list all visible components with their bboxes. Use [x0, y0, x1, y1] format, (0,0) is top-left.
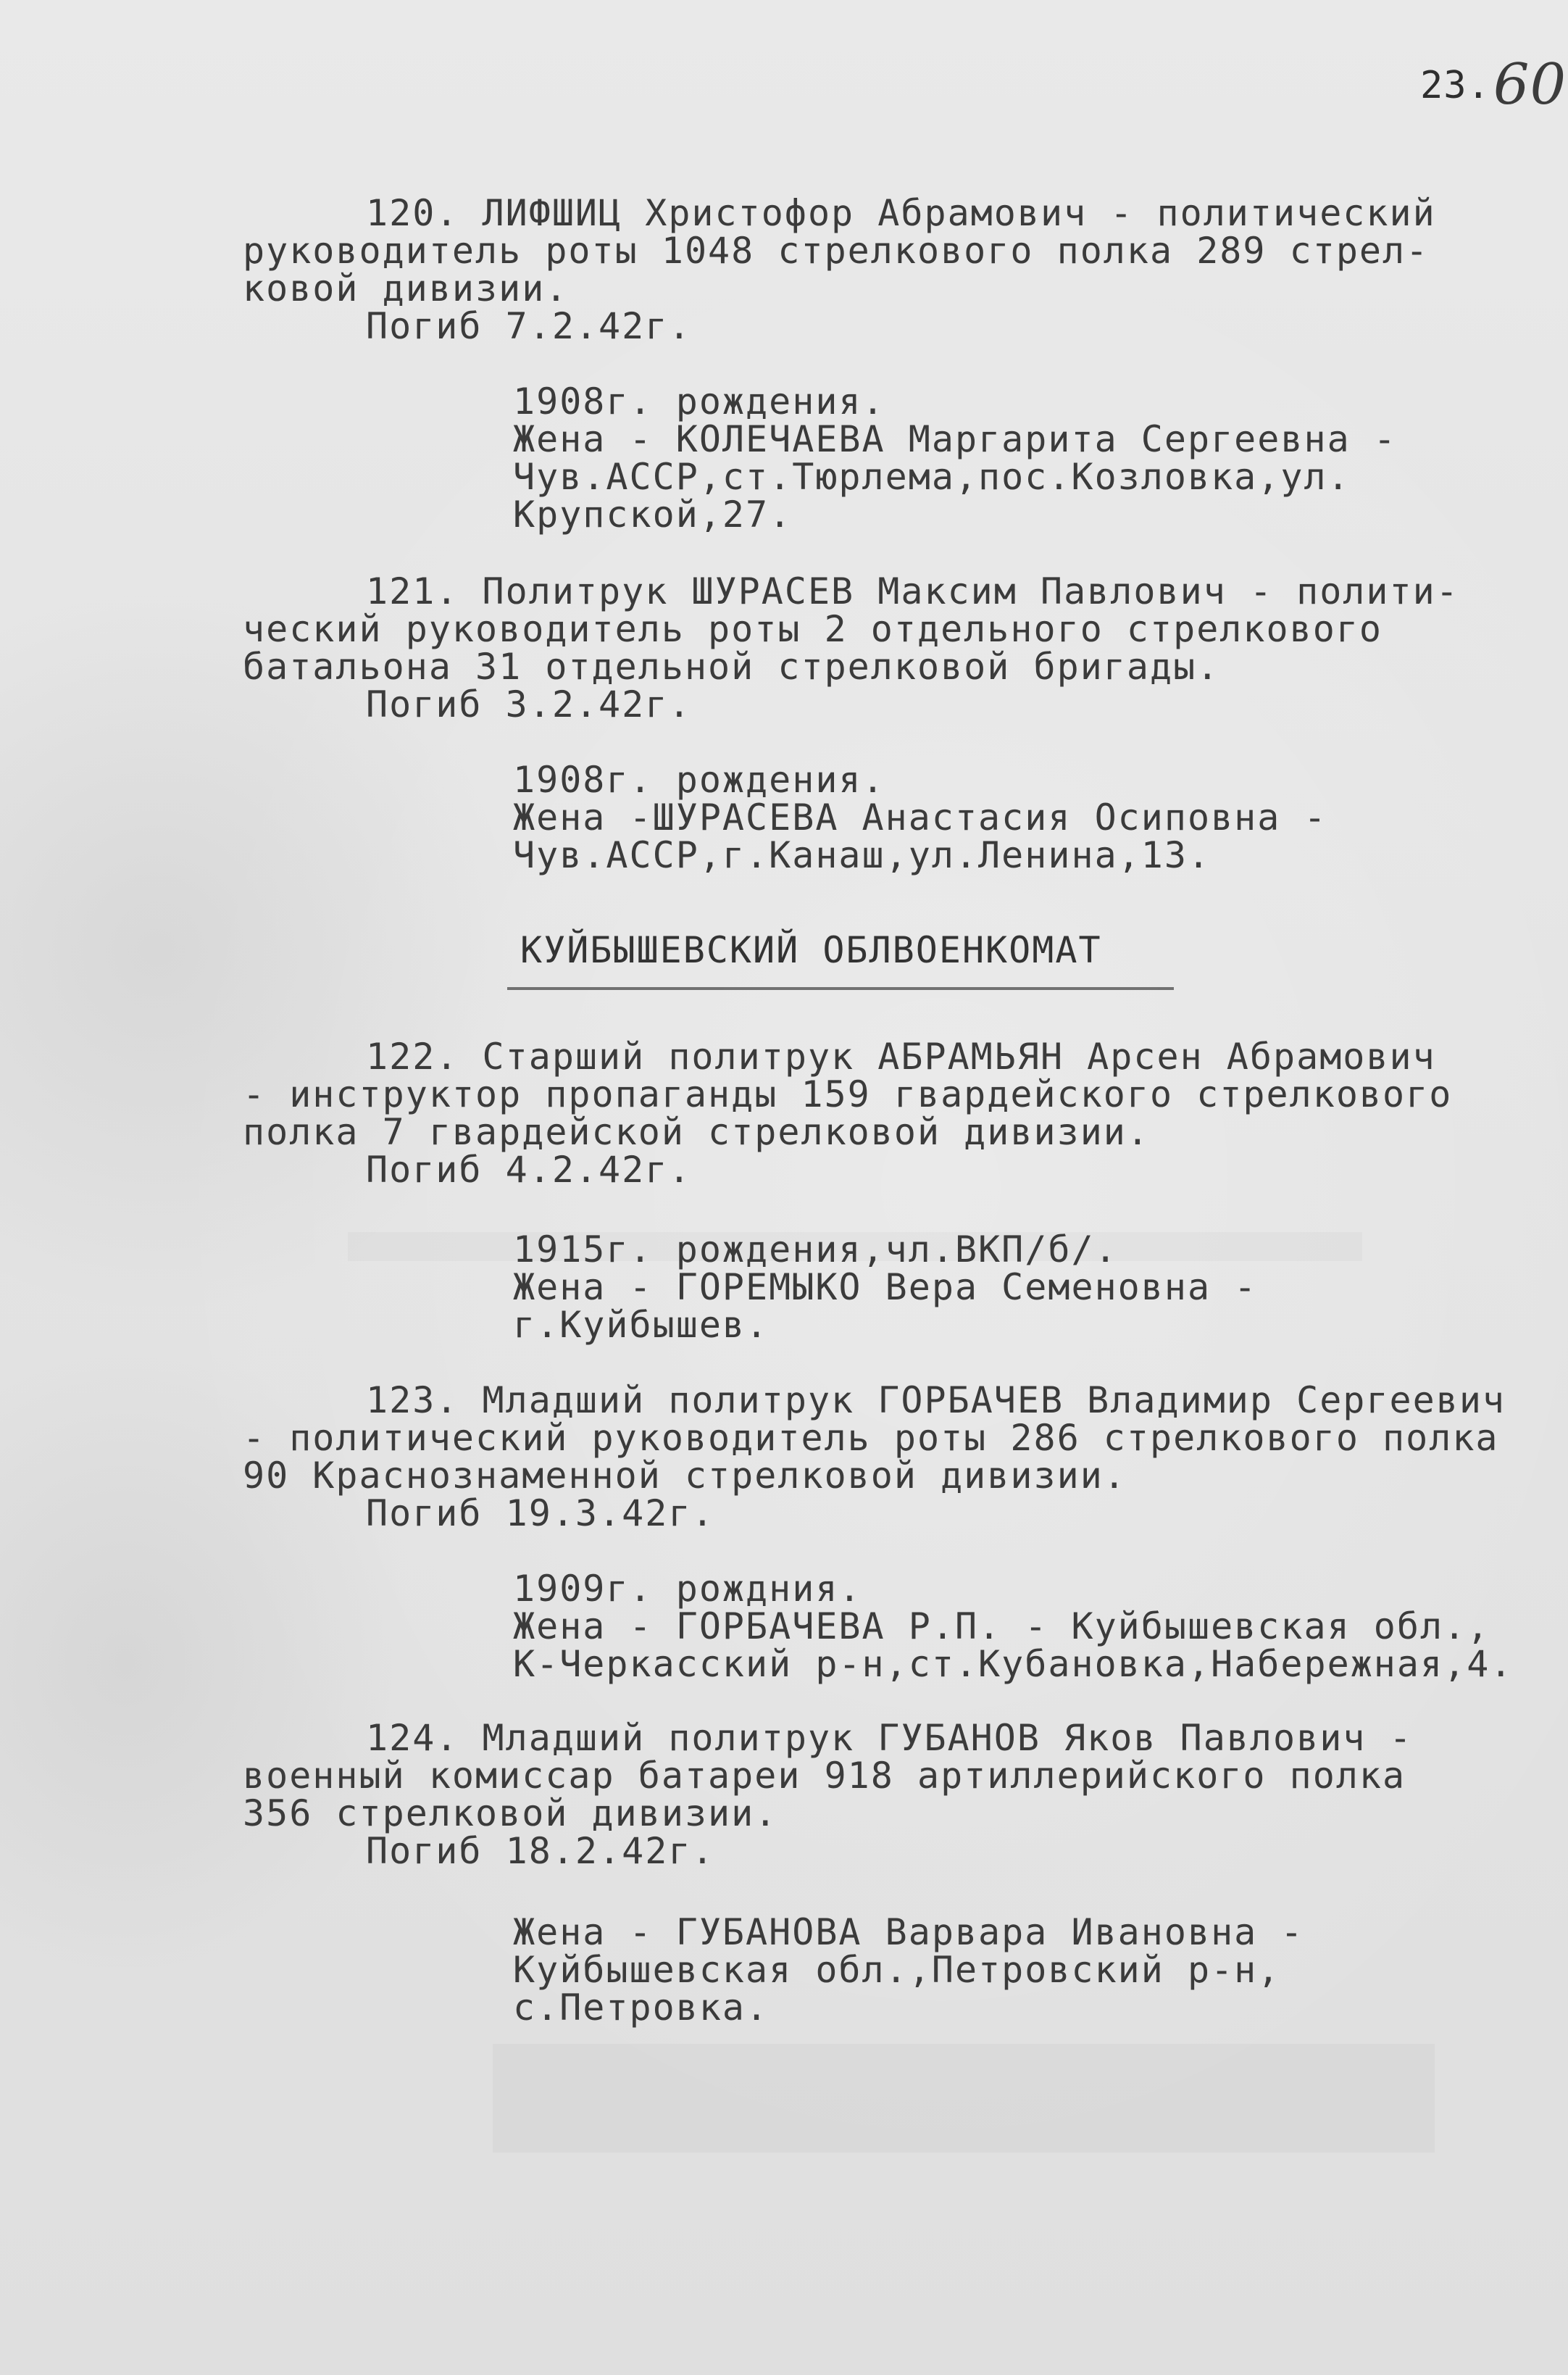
entry-122-birth-year: 1915г. рождения,чл.ВКП/б/. — [513, 1228, 1118, 1270]
entry-124-line-2: военный комиссар батареи 918 артиллерийского полка — [243, 1755, 1406, 1797]
entry-124-death-date: Погиб 18.2.42г. — [366, 1830, 715, 1872]
entry-121-line-1: 121. Политрук ШУРАСЕВ Максим Павлович - полити- — [366, 570, 1459, 612]
entry-123-address: К-Черкасский р-н,ст.Кубановка,Набережная,4. — [513, 1643, 1514, 1685]
entry-121-address: Чув.АССР,г.Канаш,ул.Ленина,13. — [513, 834, 1212, 876]
entry-120-line-1: 120. ЛИФШИЦ Христофор Абрамович - политический — [366, 192, 1436, 234]
entry-122-line-2: - инструктор пропаганды 159 гвардейского стрелкового — [243, 1073, 1453, 1115]
section-heading: КУЙБЫШЕВСКИЙ ОБЛВОЕНКОМАТ — [520, 929, 1102, 971]
entry-120-wife: Жена - КОЛЕЧАЕВА Маргарита Сергеевна - — [513, 418, 1397, 460]
entry-122-line-1: 122. Старший политрук АБРАМЬЯН Арсен Абрамович — [366, 1036, 1436, 1078]
entry-122-line-3: полка 7 гвардейской стрелковой дивизии. — [243, 1111, 1150, 1153]
entry-121-line-3: батальона 31 отдельной стрелковой бригады. — [243, 646, 1220, 688]
page-number-typed: 23. — [1420, 64, 1490, 107]
entry-120-address-1: Чув.АССР,ст.Тюрлема,пос.Козловка,ул. — [513, 456, 1351, 498]
entry-121-death-date: Погиб 3.2.42г. — [366, 683, 692, 725]
entry-124-line-3: 356 стрелковой дивизии. — [243, 1792, 778, 1834]
entry-123-wife: Жена - ГОРБАЧЕВА Р.П. - Куйбышевская обл., — [513, 1605, 1490, 1647]
entry-120-birth-year: 1908г. рождения. — [513, 380, 885, 423]
entry-123-line-1: 123. Младший политрук ГОРБАЧЕВ Владимир Сергеевич — [366, 1379, 1506, 1421]
entry-121-birth-year: 1908г. рождения. — [513, 759, 885, 801]
entry-124-address-2: с.Петровка. — [513, 1987, 770, 2029]
entry-123-line-2: - политический руководитель роты 286 стрелкового полка — [243, 1417, 1499, 1459]
entry-121-wife: Жена -ШУРАСЕВА Анастасия Осиповна - — [513, 796, 1327, 839]
entry-123-death-date: Погиб 19.3.42г. — [366, 1492, 715, 1534]
entry-124-line-1: 124. Младший политрук ГУБАНОВ Яков Павлович - — [366, 1717, 1413, 1759]
page-number — [1420, 46, 1567, 117]
entry-124-wife: Жена - ГУБАНОВА Варвара Ивановна - — [513, 1911, 1304, 1953]
entry-122-death-date: Погиб 4.2.42г. — [366, 1149, 692, 1191]
bleed-through-shadow — [493, 2044, 1435, 2153]
entry-123-birth-year: 1909г. рождния. — [513, 1568, 862, 1610]
entry-123-line-3: 90 Краснознаменной стрелковой дивизии. — [243, 1455, 1127, 1497]
entry-120-line-3: ковой дивизии. — [243, 267, 569, 309]
entry-120-line-2: руководитель роты 1048 стрелкового полка 289 стрел- — [243, 230, 1430, 272]
entry-120-death-date: Погиб 7.2.42г. — [366, 305, 692, 347]
entry-120-address-2: Крупской,27. — [513, 494, 793, 536]
page-number-handwritten: 60 — [1493, 52, 1567, 117]
entry-122-wife: Жена - ГОРЕМЫКО Вера Семеновна - — [513, 1266, 1258, 1308]
entry-122-address: г.Куйбышев. — [513, 1304, 770, 1346]
section-heading-underline — [507, 987, 1174, 990]
entry-124-address-1: Куйбышевская обл.,Петровский р-н, — [513, 1949, 1281, 1991]
entry-121-line-2: ческий руководитель роты 2 отдельного стрелкового — [243, 608, 1383, 650]
